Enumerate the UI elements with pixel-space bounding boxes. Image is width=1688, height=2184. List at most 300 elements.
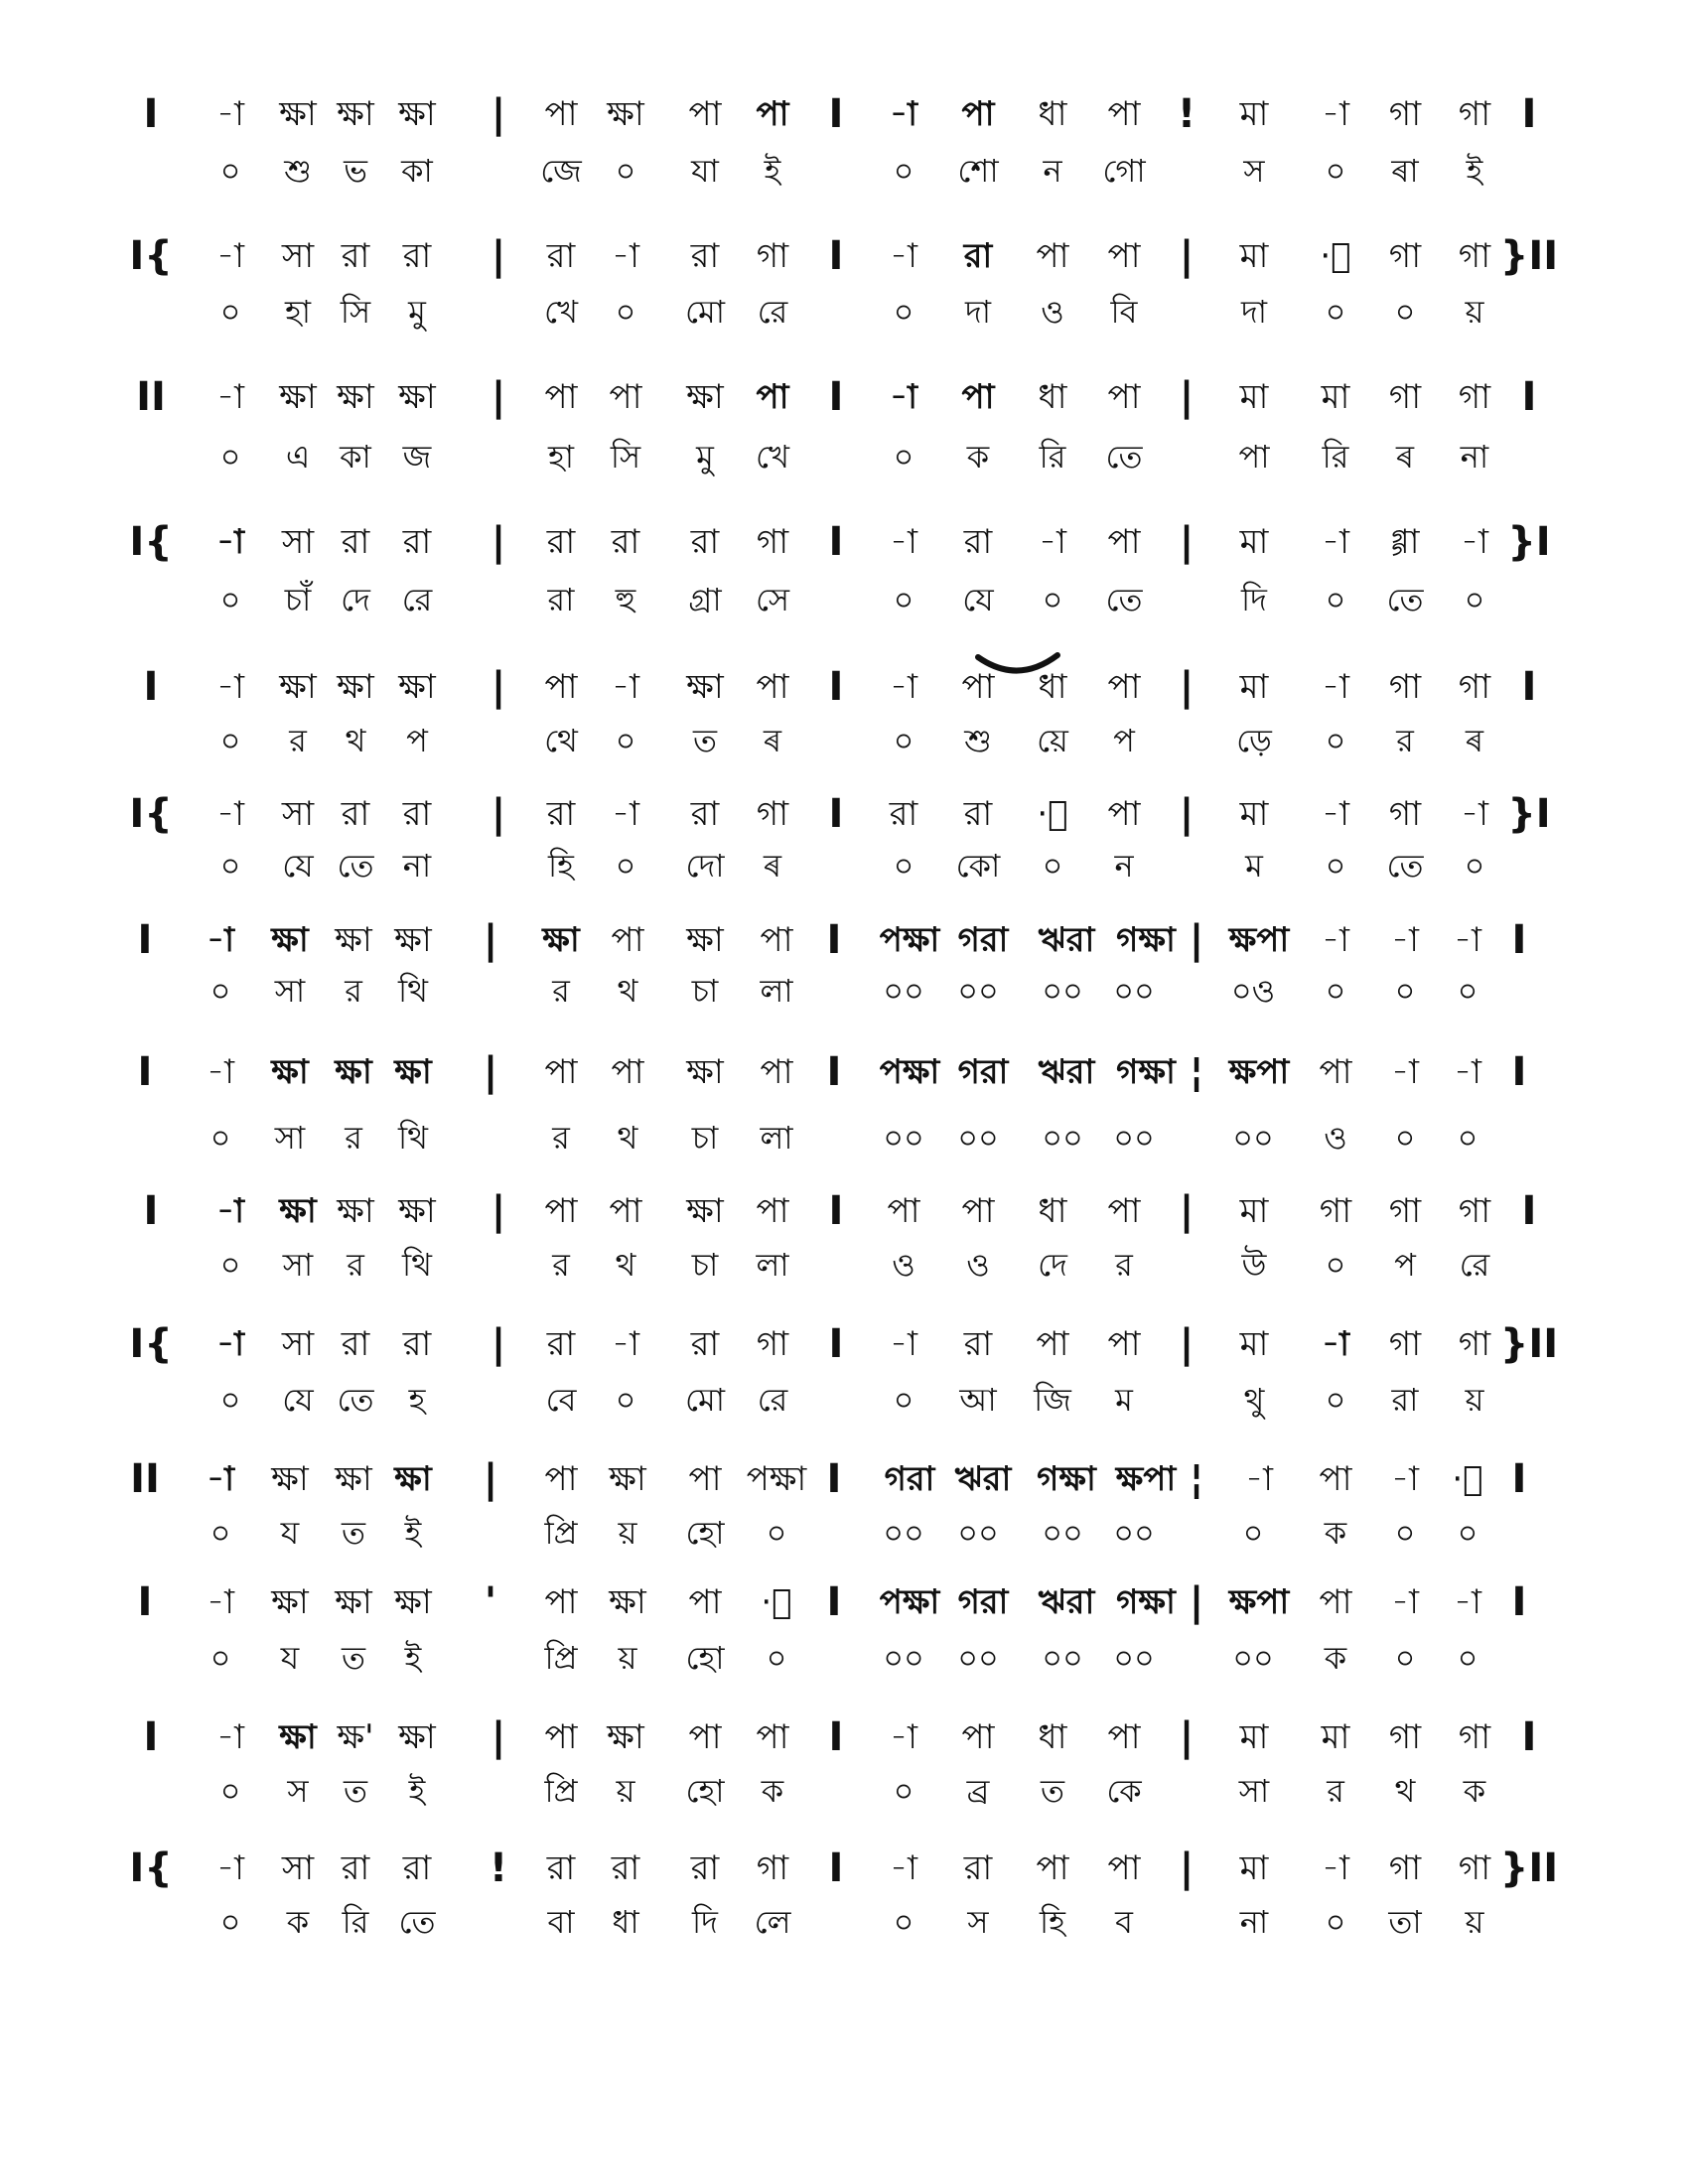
swara-note: -া bbox=[890, 377, 917, 417]
swara-note: রা bbox=[546, 1324, 576, 1364]
bar-line: I{ bbox=[129, 519, 173, 565]
swara-note: গা bbox=[1388, 1324, 1422, 1364]
swara-note: পা bbox=[611, 920, 644, 960]
lyric-syllable: থ bbox=[617, 972, 638, 1010]
bar-line: | bbox=[491, 91, 506, 137]
lyric-syllable: ০ bbox=[1325, 1246, 1346, 1284]
swara-line bbox=[0, 84, 1688, 144]
lyric-line bbox=[0, 1370, 1688, 1430]
swara-note: পা bbox=[1319, 1459, 1352, 1499]
swara-note: রা bbox=[963, 1848, 993, 1888]
lyric-syllable: তে bbox=[337, 1381, 374, 1419]
lyric-syllable: ০০ bbox=[883, 972, 924, 1010]
swara-note: ক্ষা bbox=[337, 667, 374, 707]
swara-note: রা bbox=[341, 794, 370, 834]
swara-note: -া bbox=[612, 1324, 639, 1364]
lyric-syllable: কা bbox=[401, 152, 433, 190]
swara-note: -া bbox=[890, 236, 917, 276]
swara-note: রা bbox=[402, 1324, 432, 1364]
swara-note: -া bbox=[216, 1191, 244, 1231]
lyric-syllable: ০ bbox=[766, 1639, 787, 1677]
swara-note: পা bbox=[760, 1052, 793, 1092]
swara-note: রা bbox=[889, 794, 918, 834]
swara-line bbox=[0, 1042, 1688, 1102]
swara-note: ক্ষা bbox=[607, 94, 644, 134]
lyric-syllable: ধা bbox=[612, 1903, 639, 1941]
swara-line bbox=[0, 1181, 1688, 1241]
lyric-syllable: র bbox=[289, 722, 307, 759]
swara-note: ক্ষা bbox=[398, 377, 436, 417]
swara-note: গা bbox=[756, 236, 789, 276]
lyric-syllable: ০০ bbox=[1232, 1119, 1274, 1157]
lyric-syllable: গ্রা bbox=[688, 581, 722, 618]
lyric-syllable: ০ bbox=[219, 722, 241, 759]
swara-note: মা bbox=[1239, 377, 1269, 417]
swara-note: গা bbox=[756, 522, 789, 562]
swara-note: পা bbox=[1107, 794, 1141, 834]
lyric-syllable: ০ bbox=[210, 972, 231, 1010]
bar-line: I bbox=[826, 917, 842, 963]
lyric-syllable: ০ bbox=[219, 1381, 241, 1419]
lyric-syllable: ৰ bbox=[1395, 438, 1415, 476]
lyric-line bbox=[0, 961, 1688, 1021]
lyric-syllable: ০ bbox=[893, 1903, 914, 1941]
swara-note: ক্ষা bbox=[686, 377, 724, 417]
swara-note: -া bbox=[1391, 1052, 1419, 1092]
swara-note: -া bbox=[1391, 1582, 1419, 1622]
swara-note: ক্ষপা bbox=[1228, 1582, 1290, 1622]
swara-note: রা bbox=[402, 236, 432, 276]
swara-note: -া bbox=[1245, 1459, 1273, 1499]
lyric-syllable: ০০ bbox=[1113, 1514, 1155, 1552]
swara-note: পক্ষা bbox=[879, 920, 940, 960]
swara-note: গা bbox=[1458, 667, 1491, 707]
lyric-syllable: ০ bbox=[1464, 847, 1485, 885]
swara-note: রা bbox=[963, 1324, 993, 1364]
lyric-line bbox=[0, 1235, 1688, 1295]
swara-line bbox=[0, 657, 1688, 717]
lyric-syllable: স bbox=[287, 1772, 309, 1810]
swara-note: গক্ষা bbox=[1037, 1459, 1096, 1499]
lyric-syllable: ০ bbox=[219, 293, 241, 331]
lyric-syllable: ত bbox=[341, 1514, 366, 1552]
swara-note: -া bbox=[216, 1717, 244, 1757]
lyric-syllable: ত bbox=[1040, 1772, 1065, 1810]
swara-note: ক্ষা bbox=[271, 920, 309, 960]
swara-note: গা bbox=[1388, 236, 1422, 276]
swara-note: পা bbox=[1319, 1582, 1352, 1622]
lyric-syllable: ০০ bbox=[957, 1119, 999, 1157]
swara-note: ক্ষা bbox=[398, 1191, 436, 1231]
lyric-syllable: ৰ bbox=[763, 847, 782, 885]
swara-note: ধা bbox=[1038, 667, 1067, 707]
swara-note: গা bbox=[1388, 794, 1422, 834]
swara-note: ক্ষা bbox=[335, 920, 372, 960]
swara-note: রা bbox=[546, 1848, 576, 1888]
lyric-syllable: থি bbox=[402, 1246, 432, 1284]
swara-note: গা bbox=[1319, 1191, 1352, 1231]
swara-note: পা bbox=[1107, 1717, 1141, 1757]
bar-line: I bbox=[828, 233, 844, 279]
swara-note: গা bbox=[1458, 1717, 1491, 1757]
swara-note: গা bbox=[1458, 1848, 1491, 1888]
lyric-syllable: চা bbox=[691, 972, 719, 1010]
swara-note: পা bbox=[544, 1459, 578, 1499]
lyric-syllable: ০ bbox=[219, 1246, 241, 1284]
swara-note: রা bbox=[341, 522, 370, 562]
bar-line: | bbox=[1179, 1321, 1195, 1367]
lyric-syllable: ০ bbox=[219, 1903, 241, 1941]
lyric-syllable: মু bbox=[408, 293, 426, 331]
swara-note: মা bbox=[1239, 1717, 1269, 1757]
lyric-syllable: ০ bbox=[1325, 1381, 1346, 1419]
lyric-syllable: ০ bbox=[893, 722, 914, 759]
lyric-syllable: ০ bbox=[893, 581, 914, 618]
swara-note: -া bbox=[216, 236, 244, 276]
swara-note: গা bbox=[1388, 667, 1422, 707]
swara-note: ক্ষা bbox=[398, 94, 436, 134]
swara-line bbox=[0, 1449, 1688, 1509]
swara-line bbox=[0, 1314, 1688, 1374]
lyric-syllable: ০০ bbox=[883, 1639, 924, 1677]
lyric-syllable: প্রি bbox=[544, 1639, 578, 1677]
swara-note: গরা bbox=[957, 1052, 1009, 1092]
swara-note: -া bbox=[1391, 920, 1419, 960]
lyric-syllable: হা bbox=[547, 438, 575, 476]
lyric-line bbox=[0, 427, 1688, 486]
swara-note: গা bbox=[1388, 1191, 1422, 1231]
swara-note: ঋরা bbox=[954, 1459, 1012, 1499]
swara-note: ক্ষা bbox=[271, 1052, 309, 1092]
bar-line: }II bbox=[1499, 1845, 1559, 1891]
lyric-syllable: হা bbox=[284, 293, 312, 331]
lyric-syllable: য় bbox=[618, 1514, 637, 1552]
swara-note: ক্ষা bbox=[686, 1052, 724, 1092]
swara-note: -া bbox=[207, 920, 234, 960]
bar-line: }I bbox=[1507, 519, 1551, 565]
swara-note: পা bbox=[609, 1191, 642, 1231]
lyric-syllable: ০ bbox=[893, 152, 914, 190]
swara-note: ক্ষা bbox=[686, 1191, 724, 1231]
lyric-syllable: হো bbox=[685, 1514, 725, 1552]
bar-line: | bbox=[491, 1321, 506, 1367]
swara-note: রা bbox=[402, 1848, 432, 1888]
swara-note: পা bbox=[1107, 236, 1141, 276]
bar-line: I bbox=[137, 1049, 153, 1095]
bar-line: | bbox=[1179, 1845, 1195, 1891]
swara-line bbox=[0, 1572, 1688, 1632]
lyric-syllable: থু bbox=[1243, 1381, 1265, 1419]
swara-note: -া bbox=[1322, 1324, 1349, 1364]
lyric-syllable: ও bbox=[1041, 293, 1064, 331]
swara-note: পা bbox=[544, 1191, 578, 1231]
lyric-syllable: রে bbox=[757, 1381, 788, 1419]
swara-line bbox=[0, 367, 1688, 427]
swara-note: গরা bbox=[957, 1582, 1009, 1622]
swara-note: পা bbox=[1107, 667, 1141, 707]
swara-note: ধা bbox=[1038, 1717, 1067, 1757]
swara-note: পক্ষা bbox=[879, 1582, 940, 1622]
lyric-syllable: ই bbox=[1466, 152, 1483, 190]
lyric-syllable: লা bbox=[760, 972, 793, 1010]
lyric-syllable: ০ও bbox=[1230, 972, 1276, 1010]
lyric-syllable: ক bbox=[1463, 1772, 1486, 1810]
lyric-syllable: বে bbox=[545, 1381, 577, 1419]
swara-note: রা bbox=[963, 794, 993, 834]
swara-note: পা bbox=[756, 377, 789, 417]
swara-note: পা bbox=[961, 94, 995, 134]
swara-note: ক্ষা bbox=[398, 667, 436, 707]
lyric-syllable: দি bbox=[1241, 581, 1267, 618]
swara-note: ক্ষপা bbox=[1115, 1459, 1177, 1499]
lyric-syllable: থ bbox=[617, 1119, 638, 1157]
lyric-syllable: মো bbox=[684, 1381, 726, 1419]
bar-line: I{ bbox=[129, 791, 173, 837]
swara-note: পা bbox=[961, 667, 995, 707]
lyric-syllable: ০ bbox=[1325, 722, 1346, 759]
swara-line bbox=[0, 226, 1688, 286]
lyric-syllable: ই bbox=[764, 152, 781, 190]
lyric-syllable: রা bbox=[547, 581, 575, 618]
swara-note: পা bbox=[961, 1717, 995, 1757]
swara-note: গরা bbox=[884, 1459, 935, 1499]
swara-note: -া bbox=[890, 522, 917, 562]
lyric-syllable: ব bbox=[1115, 1903, 1133, 1941]
swara-note: পা bbox=[1036, 236, 1069, 276]
swara-note: ক্ষা bbox=[394, 1582, 432, 1622]
bar-line: ¦ bbox=[1189, 1456, 1204, 1502]
lyric-syllable: মু bbox=[696, 438, 714, 476]
lyric-syllable: প্রি bbox=[544, 1772, 578, 1810]
lyric-syllable: ০ bbox=[1457, 1119, 1478, 1157]
lyric-syllable: ০০ bbox=[1113, 1119, 1155, 1157]
swara-note: -া bbox=[216, 522, 244, 562]
bar-line: I bbox=[1521, 1714, 1537, 1760]
swara-note: রা bbox=[546, 522, 576, 562]
lyric-syllable: হি bbox=[1040, 1903, 1065, 1941]
swara-note: পা bbox=[544, 94, 578, 134]
bar-line: I bbox=[143, 1188, 159, 1234]
lyric-syllable: জ bbox=[402, 438, 432, 476]
swara-note: পা bbox=[1036, 1324, 1069, 1364]
bar-line: I bbox=[1511, 1579, 1527, 1625]
lyric-line bbox=[0, 1761, 1688, 1821]
lyric-syllable: ব্র bbox=[966, 1772, 990, 1810]
bar-line: | bbox=[1179, 519, 1195, 565]
swara-note: ক্ষা bbox=[279, 667, 317, 707]
swara-note: -া bbox=[612, 667, 639, 707]
bar-line: I bbox=[828, 519, 844, 565]
lyric-syllable: ৰা bbox=[1391, 152, 1419, 190]
swara-note: পা bbox=[544, 1582, 578, 1622]
swara-note: মা bbox=[1239, 236, 1269, 276]
swara-note: পা bbox=[688, 94, 722, 134]
lyric-syllable: যে bbox=[962, 581, 994, 618]
bar-line: I bbox=[826, 1456, 842, 1502]
lyric-syllable: ০ bbox=[615, 1381, 636, 1419]
lyric-syllable: ও bbox=[966, 1246, 990, 1284]
swara-note: গা bbox=[756, 1848, 789, 1888]
lyric-syllable: দে bbox=[341, 581, 370, 618]
lyric-syllable: সা bbox=[274, 1119, 306, 1157]
swara-note: পা bbox=[611, 1052, 644, 1092]
swara-note: পা bbox=[544, 1052, 578, 1092]
swara-note: রা bbox=[611, 522, 640, 562]
lyric-syllable: ড়ে bbox=[1236, 722, 1272, 759]
swara-note: -া bbox=[216, 94, 244, 134]
lyric-syllable: সে bbox=[755, 581, 790, 618]
lyric-syllable: ন bbox=[1114, 847, 1134, 885]
lyric-syllable: ভ bbox=[344, 152, 367, 190]
lyric-syllable: ০ bbox=[1325, 972, 1346, 1010]
lyric-syllable: রে bbox=[401, 581, 433, 618]
swara-note: -া bbox=[207, 1582, 234, 1622]
lyric-syllable: তে bbox=[337, 847, 374, 885]
bar-line: ! bbox=[489, 1845, 508, 1891]
swara-note: -া bbox=[1039, 522, 1066, 562]
bar-line: | bbox=[491, 791, 506, 837]
bar-line: ! bbox=[1177, 91, 1196, 137]
lyric-syllable: এ bbox=[285, 438, 311, 476]
lyric-syllable: র bbox=[345, 972, 362, 1010]
lyric-syllable: ক bbox=[286, 1903, 310, 1941]
bar-line: }II bbox=[1499, 1321, 1559, 1367]
bar-line: ¦ bbox=[1189, 1049, 1204, 1095]
swara-note: গা bbox=[1388, 1848, 1422, 1888]
lyric-syllable: লা bbox=[756, 1246, 789, 1284]
lyric-syllable: স bbox=[1243, 152, 1265, 190]
swara-note: গা bbox=[1388, 1717, 1422, 1757]
lyric-syllable: রি bbox=[1039, 438, 1066, 476]
swara-note: পা bbox=[1036, 1848, 1069, 1888]
swara-note: -া bbox=[1322, 1848, 1349, 1888]
swara-note: ক্ষা bbox=[337, 94, 374, 134]
lyric-syllable: বি bbox=[1110, 293, 1138, 331]
lyric-syllable: চাঁ bbox=[284, 581, 312, 618]
lyric-syllable: র bbox=[1396, 722, 1414, 759]
swara-note: রা bbox=[611, 1848, 640, 1888]
lyric-syllable: বা bbox=[547, 1903, 575, 1941]
swara-note: ক্ষা bbox=[609, 1459, 646, 1499]
bar-line: I bbox=[1521, 374, 1537, 420]
lyric-syllable: ০ bbox=[1325, 1903, 1346, 1941]
bar-line: I bbox=[1511, 1049, 1527, 1095]
swara-note: -া bbox=[216, 1324, 244, 1364]
lyric-syllable: র bbox=[345, 1119, 362, 1157]
lyric-line bbox=[0, 282, 1688, 341]
lyric-syllable: সি bbox=[610, 438, 641, 476]
lyric-syllable: কে bbox=[1106, 1772, 1142, 1810]
lyric-syllable: ০০ bbox=[1232, 1639, 1274, 1677]
swara-note: রা bbox=[546, 236, 576, 276]
swara-note: -া bbox=[1322, 522, 1349, 562]
lyric-syllable: ৰ bbox=[763, 722, 782, 759]
swara-line bbox=[0, 1707, 1688, 1767]
lyric-syllable: র bbox=[552, 1246, 570, 1284]
swara-note: -া bbox=[890, 1717, 917, 1757]
lyric-syllable: ০০ bbox=[957, 972, 999, 1010]
swara-note: পা bbox=[756, 1191, 789, 1231]
swara-note: রা bbox=[402, 794, 432, 834]
bar-line: I{ bbox=[129, 1321, 173, 1367]
swara-note: ক্ষা bbox=[394, 1052, 432, 1092]
swara-note: ক্ষা bbox=[335, 1582, 372, 1622]
lyric-line bbox=[0, 1628, 1688, 1688]
lyric-line bbox=[0, 1892, 1688, 1952]
swara-note: -া bbox=[1322, 920, 1349, 960]
lyric-syllable: র bbox=[1115, 1246, 1133, 1284]
lyric-syllable: তে bbox=[1386, 847, 1424, 885]
swara-note: রা bbox=[690, 236, 720, 276]
bar-line: I bbox=[1511, 917, 1527, 963]
swara-line bbox=[0, 784, 1688, 844]
lyric-syllable: হু bbox=[615, 581, 636, 618]
lyric-syllable: তে bbox=[1105, 438, 1143, 476]
swara-note: পা bbox=[544, 1717, 578, 1757]
swara-note: গ্গা bbox=[1390, 522, 1420, 562]
lyric-syllable: তা bbox=[1388, 1903, 1422, 1941]
swara-note: -া bbox=[216, 377, 244, 417]
lyric-syllable: দা bbox=[964, 293, 992, 331]
swara-note: পা bbox=[1107, 1324, 1141, 1364]
lyric-syllable: গো bbox=[1102, 152, 1146, 190]
swara-note: ক্ষা bbox=[686, 920, 724, 960]
bar-line: | bbox=[1179, 1188, 1195, 1234]
bar-line: I bbox=[828, 374, 844, 420]
swara-note: রা bbox=[690, 522, 720, 562]
lyric-syllable: সি bbox=[340, 293, 371, 331]
lyric-syllable: ০ bbox=[1457, 972, 1478, 1010]
lyric-syllable: ক bbox=[1324, 1514, 1347, 1552]
swara-note: গা bbox=[1388, 377, 1422, 417]
lyric-syllable: ০ bbox=[1042, 581, 1063, 618]
lyric-syllable: শু bbox=[964, 722, 992, 759]
lyric-syllable: ক bbox=[966, 438, 990, 476]
lyric-syllable: ন bbox=[1043, 152, 1062, 190]
bar-line: I bbox=[828, 664, 844, 710]
swara-note: মা bbox=[1239, 1848, 1269, 1888]
swara-note: পা bbox=[1107, 377, 1141, 417]
swara-note: -া bbox=[207, 1459, 234, 1499]
lyric-syllable: লা bbox=[760, 1119, 793, 1157]
lyric-syllable: সা bbox=[282, 1246, 314, 1284]
swara-note: পক্ষা bbox=[746, 1459, 807, 1499]
lyric-syllable: ০০ bbox=[1042, 972, 1083, 1010]
swara-note: -া bbox=[216, 667, 244, 707]
lyric-syllable: স bbox=[967, 1903, 989, 1941]
swara-note: ধা bbox=[1038, 377, 1067, 417]
swara-note: -া bbox=[1461, 522, 1488, 562]
swara-note: ঋরা bbox=[1038, 1582, 1095, 1622]
swara-note: ক্ষা bbox=[337, 377, 374, 417]
lyric-syllable: ০ bbox=[219, 581, 241, 618]
bar-line: I bbox=[1511, 1456, 1527, 1502]
lyric-syllable: য bbox=[280, 1514, 300, 1552]
swara-note: পা bbox=[544, 667, 578, 707]
swara-note: পা bbox=[756, 94, 789, 134]
swara-note: গা bbox=[1458, 377, 1491, 417]
swara-note: ক্ষা bbox=[335, 1052, 372, 1092]
swara-note: ·া bbox=[1037, 794, 1068, 834]
swara-note: ঋরা bbox=[1038, 1052, 1095, 1092]
swara-note: সা bbox=[281, 522, 315, 562]
lyric-syllable: তে bbox=[398, 1903, 436, 1941]
lyric-syllable: ত bbox=[343, 1772, 368, 1810]
bar-line: I{ bbox=[129, 233, 173, 279]
swara-note: মা bbox=[1239, 1191, 1269, 1231]
bar-line: | bbox=[1179, 374, 1195, 420]
lyric-syllable: র bbox=[347, 1246, 364, 1284]
